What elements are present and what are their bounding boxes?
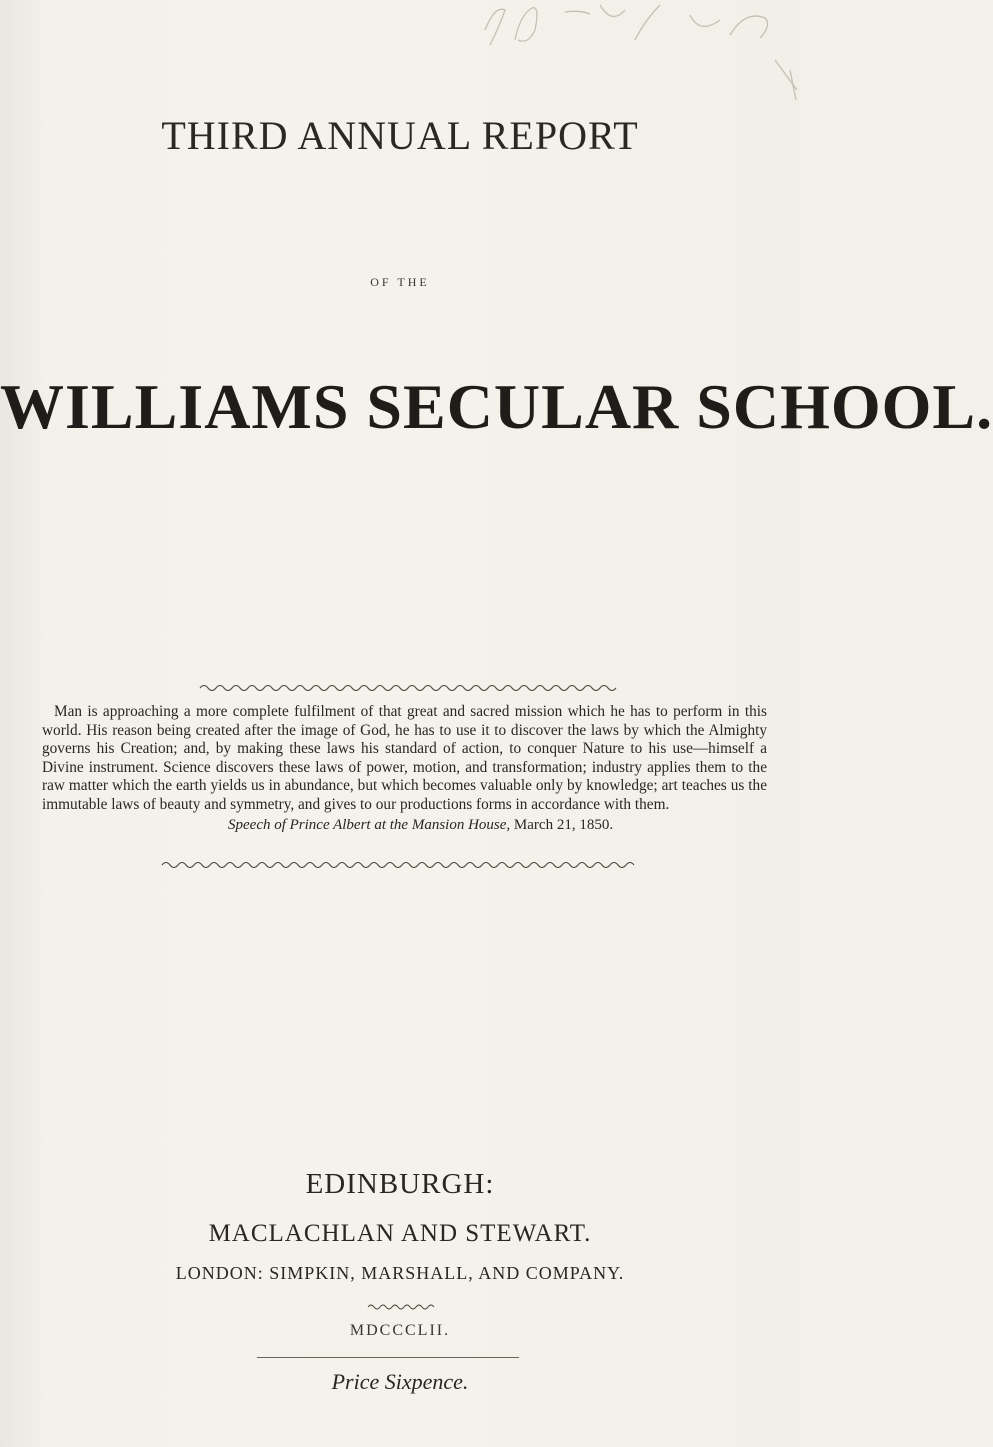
- imprint-year: MDCCCLII.: [349, 1322, 451, 1339]
- imprint-publisher: MACLACHLAN AND STEWART.: [208, 1220, 592, 1247]
- ornamental-rule-bottom: [162, 860, 638, 870]
- pencil-scribble: [420, 0, 800, 110]
- attribution-source: Speech of Prince Albert at the Mansion House,: [228, 817, 511, 833]
- of-the-line: OF THE: [370, 275, 430, 289]
- report-title: THIRD ANNUAL REPORT: [161, 113, 639, 158]
- epigraph-text: Man is approaching a more complete fulfilment of that great and sacred mission which he has to perform in this world. His reason being created after the image of God, he has to use it to discover the laws by which the Almighty governs his Creation; and, by making these laws his standard of action, to conquer Nature to his use—himself a Divine instrument. Science discovers these laws of power, motion, and transformation; industry applies them to the raw matter which the earth yields us in abundance, but which becomes valuable only by knowledge; art teaches us the immutable laws of beauty and symmetry, and gives to our productions forms in accordance with them.: [42, 703, 767, 813]
- epigraph-quote: [42, 703, 767, 815]
- ornamental-rule-top: [200, 683, 620, 693]
- divider-rule: [257, 1357, 519, 1358]
- attribution-date: March 21, 1850.: [513, 817, 614, 833]
- ornamental-squiggle: [368, 1303, 434, 1311]
- price-line: Price Sixpence.: [331, 1369, 469, 1394]
- imprint-london: LONDON: SIMPKIN, MARSHALL, AND COMPANY.: [175, 1263, 625, 1283]
- school-name: WILLIAMS SECULAR SCHOOL.: [0, 371, 993, 442]
- epigraph-attribution: [228, 817, 613, 834]
- imprint-city: EDINBURGH:: [305, 1168, 495, 1200]
